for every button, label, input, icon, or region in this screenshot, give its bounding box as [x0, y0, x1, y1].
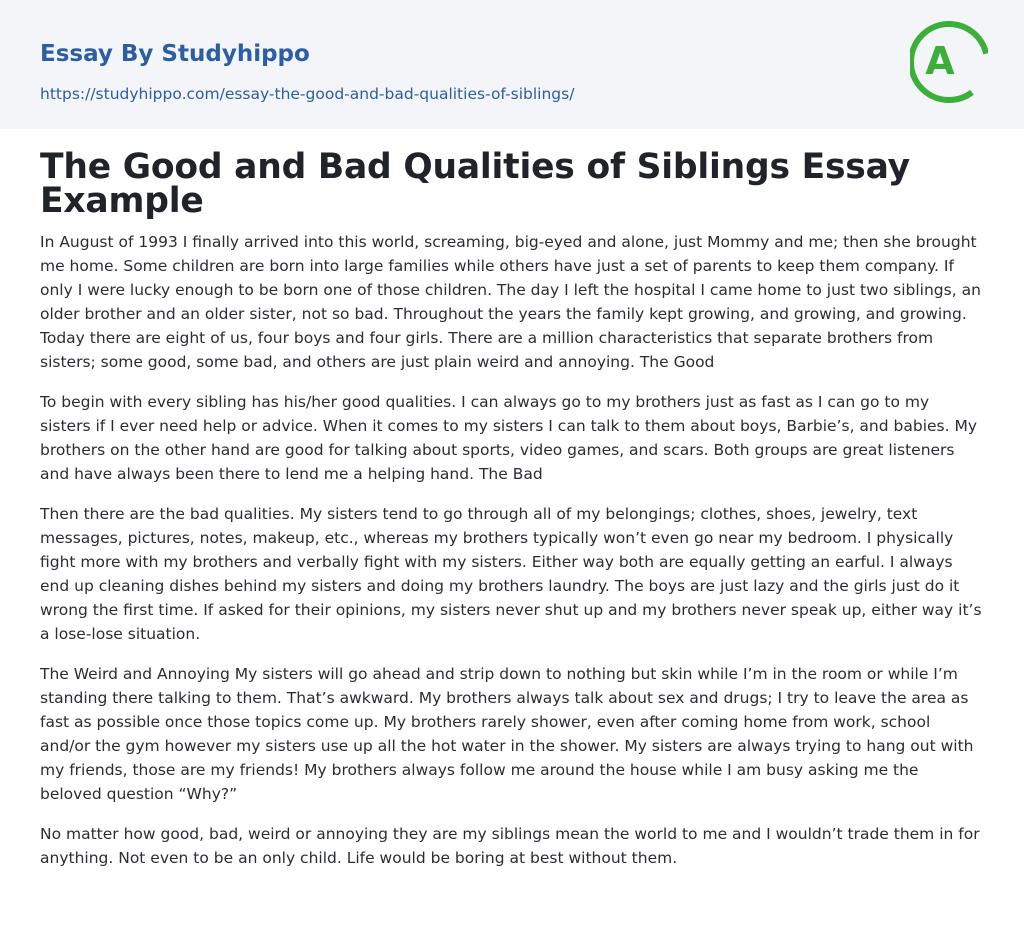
essay-paragraph-3: Then there are the bad qualities. My sisters tend to go through all of my belongings; clothes, shoes, jewelry, text messages, pictures, notes, makeup, etc., whereas my brothers typically won’t even go near my bedroom. I physically fight more with my brothers and verbally fight with my sisters. Either way both are equally getting an earful. I always end up cleaning dishes behind my sisters and doing my brothers laundry. The boys are just lazy and the girls just do it wrong the first time. If asked for their opinions, my sisters never shut up and my brothers never speak up, either way it’s a lose-lose situation.	[40, 505, 982, 643]
essay-paragraph-2: To begin with every sibling has his/her good qualities. I can always go to my brothers just as fast as I can go to my sisters if I ever need help or advice. When it comes to my sisters I can talk to them about boys, Barbie’s, and babies. My brothers on the other hand are good for talking about sports, video games, and scars. Both groups are great listeners and have always been there to lend me a helping hand. The Bad	[40, 393, 978, 483]
studyhippo-logo-icon[interactable]	[910, 18, 988, 106]
essay-paragraph-5: No matter how good, bad, weird or annoying they are my siblings mean the world to me and I wouldn’t trade them in for anything. Not even to be an only child. Life would be boring at best without them.	[40, 825, 980, 867]
brand-title: Essay By Studyhippo	[40, 41, 310, 67]
essay-content	[0, 129, 1024, 870]
site-header	[0, 0, 1024, 129]
essay-paragraph-1: In August of 1993 I finally arrived into this world, screaming, big-eyed and alone, just Mommy and me; then she brought me home. Some children are born into large families while others have just a set of parents to keep them company. If only I were lucky enough to be born one of those children. The day I left the hospital I came home to just two siblings, an older brother and an older sister, not so bad. Throughout the years the family kept growing, and growing, and growing. Today there are eight of us, four boys and four girls. There are a million characteristics that separate brothers from sisters; some good, some bad, and others are just plain weird and annoying. The Good	[40, 233, 981, 371]
essay-title: The Good and Bad Qualities of Siblings Essay Example	[40, 147, 910, 221]
essay-paragraph-4: The Weird and Annoying My sisters will go ahead and strip down to nothing but skin while I’m in the room or while I’m standing there talking to them. That’s awkward. My brothers always talk about sex and drugs; I try to leave the area as fast as possible once those topics come up. My brothers rarely shower, even after coming home from work, school and/or the gym however my sisters use up all the hot water in the shower. My sisters are always trying to hang out with my friends, those are my friends! My brothers always follow me around the house while I am busy asking me the beloved question “Why?”	[40, 665, 974, 803]
logo-letter: A	[925, 39, 955, 83]
essay-url-link[interactable]: https://studyhippo.com/essay-the-good-and-bad-qualities-of-siblings/	[40, 85, 575, 103]
